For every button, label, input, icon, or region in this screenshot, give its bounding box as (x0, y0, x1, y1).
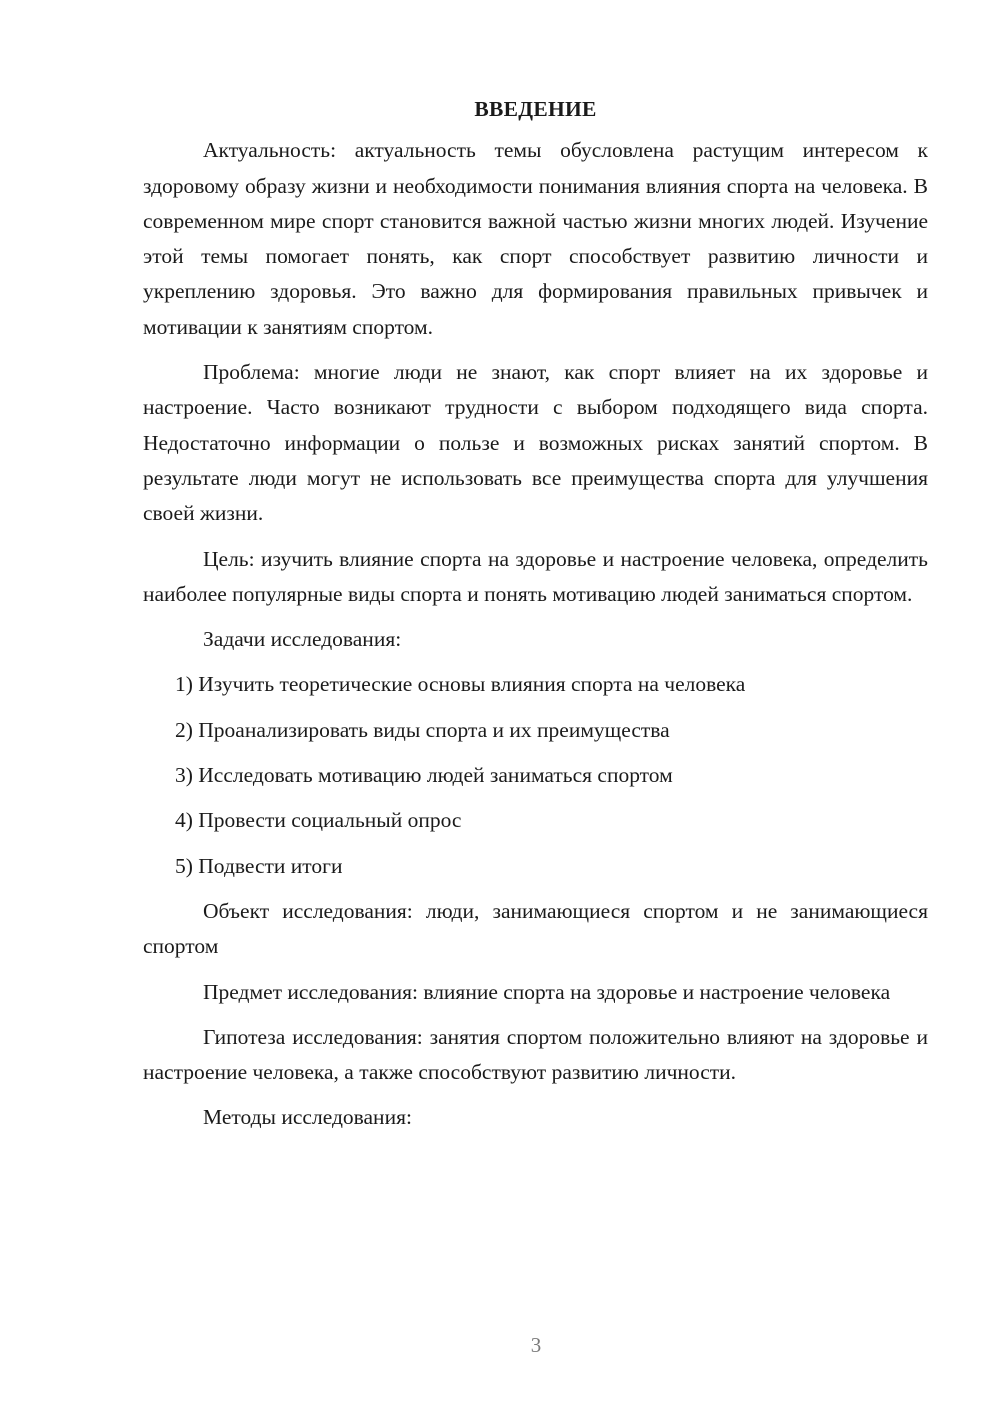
task-item: 5) Подвести итоги (175, 853, 343, 878)
paragraph-goal: Цель: изучить влияние спорта на здоровье и настроение человека, определить наиболее популярные виды спорта и понять мотивацию людей заниматься спортом. (143, 546, 928, 606)
paragraph-hypothesis: Гипотеза исследования: занятия спортом положительно влияют на здоровье и настроение человека, а также способствуют развитию личности. (143, 1024, 928, 1085)
paragraph-subject: Предмет исследования: влияние спорта на здоровье и настроение человека (203, 979, 891, 1004)
task-item: 3) Исследовать мотивацию людей заниматься спортом (175, 763, 673, 788)
paragraph-object: Объект исследования: люди, занимающиеся спортом и не занимающиеся спортом (143, 898, 928, 959)
page-number: 3 (530, 1333, 542, 1357)
tasks-heading: Задачи исследования: (203, 627, 402, 652)
task-item: 2) Проанализировать виды спорта и их преимущества (175, 717, 670, 742)
task-item: 1) Изучить теоретические основы влияния спорта на человека (175, 672, 746, 697)
paragraph-relevance: Актуальность: актуальность темы обусловлена растущим интересом к здоровому образу жизни и необходимости понимания влияния спорта на человека. В современном мире спорт становится важной частью жизни многих людей. Изучение этой темы помогает понять, как спорт способствует развитию личности и укреплению здоровья. Это важно для формирования правильных привычек и мотивации к занятиям спортом. (143, 138, 928, 339)
page-title: ВВЕДЕНИЕ (474, 97, 597, 121)
methods-heading: Методы исследования: (203, 1105, 412, 1130)
document-page (143, 92, 928, 1146)
tasks-list (143, 667, 928, 883)
paragraph-problem: Проблема: многие люди не знают, как спорт влияет на их здоровье и настроение. Часто возникают трудности с выбором подходящего вида спорта. Недостаточно информации о пользе и возможных рисках занятий спортом. В результате люди могут не использовать все преимущества спорта для улучшения своей жизни. (143, 360, 928, 526)
task-item: 4) Провести социальный опрос (175, 808, 462, 833)
